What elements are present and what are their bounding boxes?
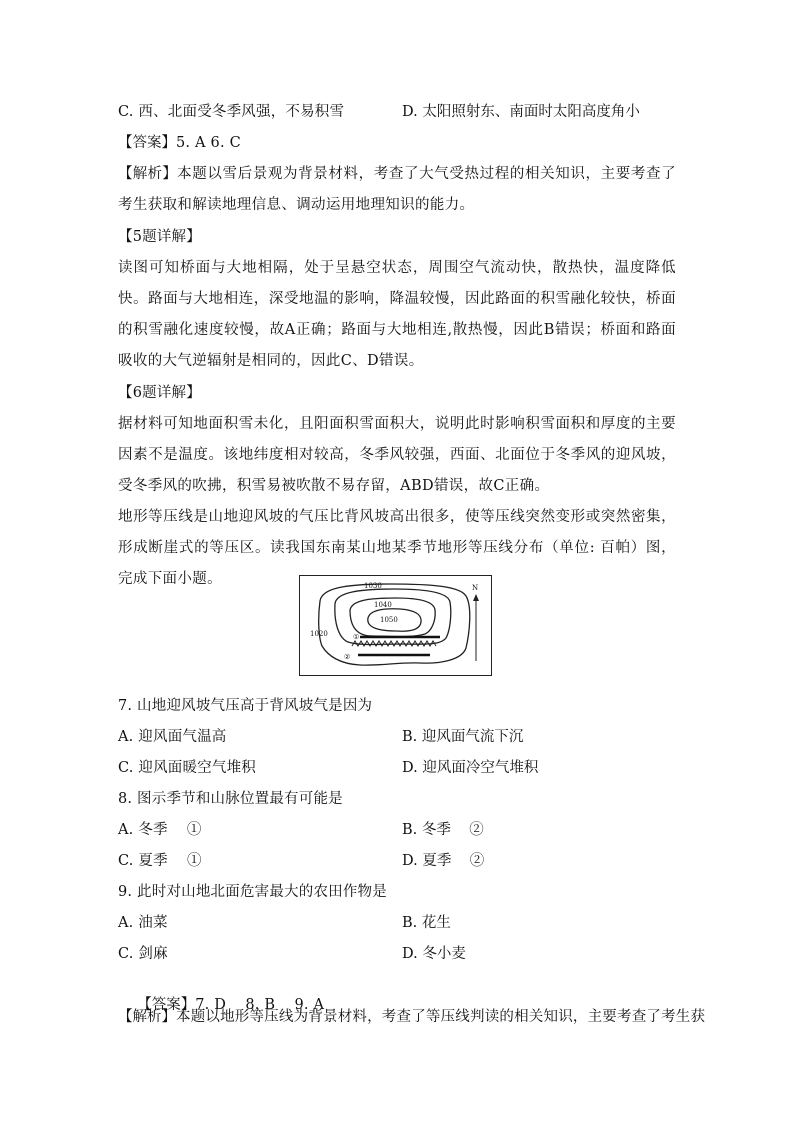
q6-option-c: C. 西、北面受冬季风强，不易积雪 — [118, 104, 345, 120]
q9-stem: 9. 此时对山地北面危害最大的农田作物是 — [118, 884, 387, 900]
q8-option-a: A. 冬季 ① — [118, 822, 202, 838]
north-arrow-head — [473, 594, 479, 601]
intro-7-9: 地形等压线是山地迎风坡的气压比背风坡高出很多，使等压线突然变形或突然密集，形成断崖式的等压区。读我国东南某山地某季节地形等压线分布（单位: 百帕）图，完成下面小题。 — [118, 509, 676, 587]
detail-6-text: 据材料可知地面积雪未化，且阳面积雪面积大，说明此时影响积雪面积和厚度的主要因素不是温度。该地纬度相对较高，冬季风较强，西面、北面位于冬季风的迎风坡，受冬季风的吹拂，积雪易被吹散不易存留，ABD错误，故C正确。 — [118, 416, 676, 494]
q8-option-d: D. 夏季 ② — [402, 853, 485, 869]
answer-text: 7. D 8. B 9. A — [195, 997, 325, 1013]
q7-option-b: B. 迎风面气流下沉 — [402, 729, 524, 745]
answer-text: 5. A 6. C — [176, 135, 241, 151]
label-1020: 1020 — [310, 630, 328, 638]
answer-tag: 【答案】 — [137, 997, 196, 1013]
analysis-paragraph-2 — [118, 1007, 705, 1027]
q7-option-d: D. 迎风面冷空气堆积 — [402, 760, 539, 776]
q7-option-a: A. 迎风面气温高 — [118, 729, 227, 745]
q8-option-c: C. 夏季 ① — [118, 853, 202, 869]
isobar-figure — [299, 575, 492, 676]
q6-option-d: D. 太阳照射东、南面时太阳高度角小 — [402, 104, 640, 120]
label-1030: 1030 — [364, 582, 382, 590]
label-1050: 1050 — [380, 616, 398, 624]
analysis-tag: 【解析】 — [118, 166, 178, 182]
marker-1: ① — [353, 633, 360, 641]
q9-option-a: A. 油菜 — [118, 915, 168, 931]
q9-option-c: C. 剑麻 — [118, 946, 168, 962]
q9-option-d: D. 冬小麦 — [402, 946, 466, 962]
detail-6-heading: 【6题详解】 — [118, 385, 201, 401]
q8-option-b: B. 冬季 ② — [402, 822, 484, 838]
q7-option-c: C. 迎风面暖空气堆积 — [118, 760, 256, 776]
analysis-text: 本题以雪后景观为背景材料，考查了大气受热过程的相关知识，主要考查了考生获取和解读地理信息、调动运用地理知识的能力。 — [118, 166, 677, 213]
analysis-text: 本题以地形等压线为背景材料，考查了等压线判读的相关知识，主要考查了考生获 — [176, 1009, 706, 1025]
marker-2: ② — [344, 653, 351, 661]
q9-option-b: B. 花生 — [402, 915, 451, 931]
q7-stem: 7. 山地迎风坡气压高于背风坡气是因为 — [118, 698, 373, 714]
detail-5-heading: 【5题详解】 — [118, 229, 201, 245]
analysis-paragraph-1 — [118, 159, 676, 221]
analysis-tag: 【解析】 — [118, 1009, 176, 1025]
q8-stem: 8. 图示季节和山脉位置最有可能是 — [118, 791, 343, 807]
label-1040: 1040 — [374, 601, 392, 609]
label-north: N — [472, 584, 479, 592]
answer-5-6 — [118, 133, 241, 153]
detail-5-text: 读图可知桥面与大地相隔，处于呈悬空状态，周围空气流动快，散热快，温度降低快。路面与大地相连，深受地温的影响，降温较慢，因此路面的积雪融化较快，桥面的积雪融化速度较慢，故A正确；路面与大地相连,散热慢，因此B错误；桥面和路面吸收的大气逆辐射是相同的，因此C、D错误。 — [118, 260, 676, 369]
isobar-map — [300, 576, 493, 677]
answer-tag: 【答案】 — [118, 135, 176, 151]
